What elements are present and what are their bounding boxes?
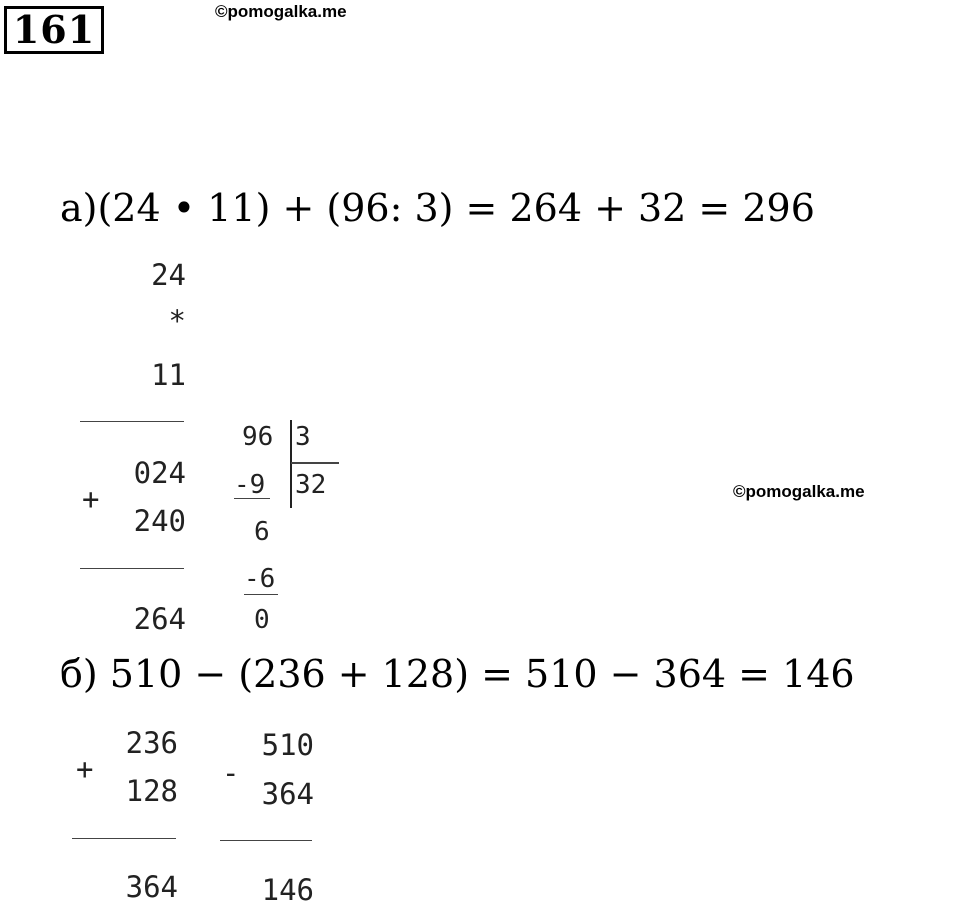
equation-b: б) 510 − (236 + 128) = 510 − 364 = 146 (60, 652, 855, 696)
watermark-top: ©pomogalka.me (215, 2, 347, 21)
difference-result: 146 (261, 873, 314, 907)
minuend: 510 (261, 728, 314, 762)
partial-product-1: 024 (133, 456, 186, 490)
problem-number: 161 (4, 6, 104, 54)
plus-sign: + (82, 482, 100, 516)
remainder-2: 0 (254, 605, 270, 635)
add-plus-sign: + (76, 752, 94, 786)
addend-2: 128 (125, 774, 178, 808)
sum-result: 364 (125, 870, 178, 904)
dividend: 96 (242, 422, 274, 452)
partial-product-2: 240 (133, 504, 186, 538)
division-rule-2 (244, 594, 278, 595)
multiply-sign: * (168, 304, 186, 338)
sub-minus-sign: - (222, 756, 240, 790)
quotient: 32 (295, 470, 327, 500)
mult-rule-2 (80, 568, 184, 569)
mult-rule-1 (80, 421, 184, 422)
subtrahend: 364 (261, 777, 314, 811)
divisor: 3 (295, 422, 311, 452)
subtract-1: -9 (234, 470, 266, 500)
quotient-rule (291, 462, 339, 464)
division-rule-1 (234, 498, 270, 499)
factor-1: 24 (151, 258, 186, 292)
subtract-2: -6 (244, 564, 276, 594)
division-bar (290, 420, 292, 508)
remainder-1: 6 (254, 517, 270, 547)
factor-2: 11 (151, 358, 186, 392)
addend-1: 236 (125, 726, 178, 760)
product-result: 264 (133, 602, 186, 636)
watermark-mid: ©pomogalka.me (733, 482, 865, 501)
equation-a: а)(24 • 11) + (96: 3) = 264 + 32 = 296 (60, 186, 815, 230)
add-rule (72, 838, 176, 839)
sub-rule (220, 840, 312, 841)
